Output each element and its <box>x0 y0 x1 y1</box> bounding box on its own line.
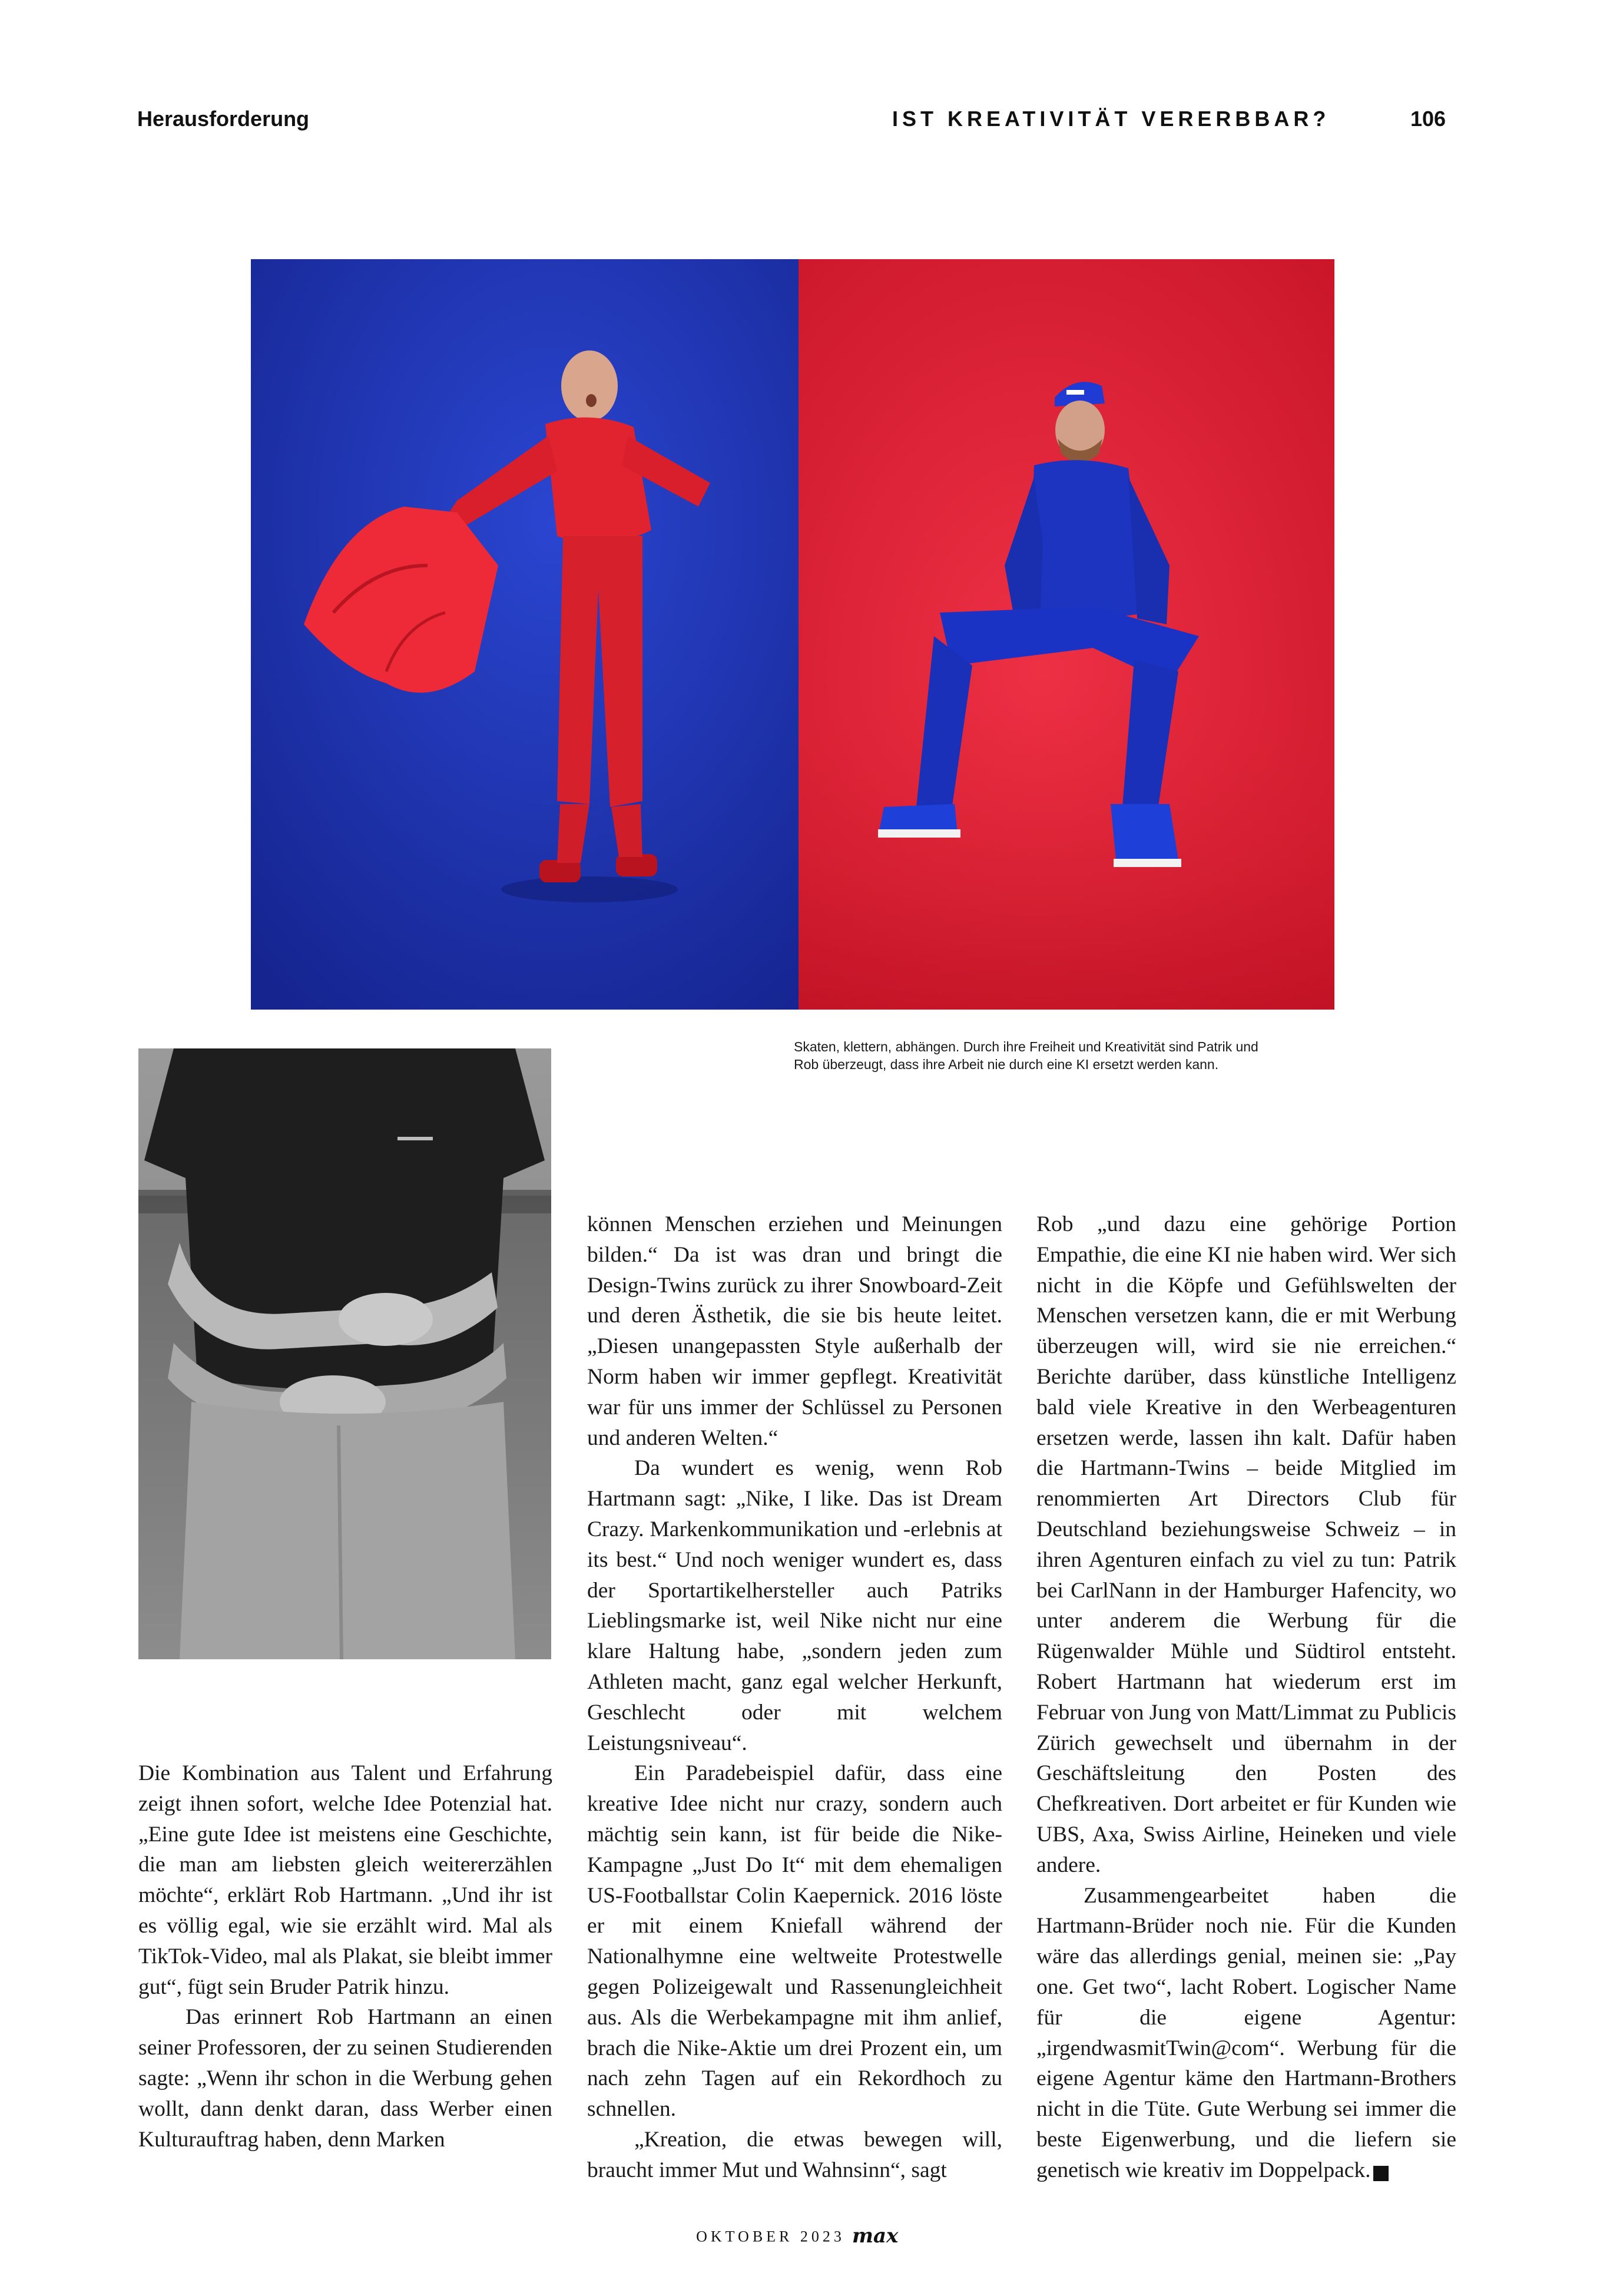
bw-photo-illustration <box>138 1048 551 1659</box>
page-footer <box>0 2224 1600 2250</box>
section-label: Herausforderung <box>137 107 310 131</box>
article-column-3 <box>1036 1209 1456 2186</box>
hero-photo <box>251 259 1334 1010</box>
max-logo-icon <box>851 2224 904 2247</box>
paragraph: Das erinnert Rob Hartmann an einen seiner Professoren, der zu seinen Studierenden sagte: „Wenn ihr schon in die Werbung gehen wollt, dann denkt daran, dass Werber einen Kulturauftrag haben, denn Marken <box>138 2005 552 2152</box>
max-logo <box>851 2224 904 2250</box>
svg-text:max: max <box>852 2224 899 2247</box>
article-column-2 <box>587 1209 1002 2186</box>
end-mark-icon: M <box>1373 2166 1389 2181</box>
article-column-1 <box>138 1758 552 2155</box>
paragraph-text: Zusammengearbeitet haben die Hartmann-Brüder noch nie. Für die Kunden wäre das allerdings genial, meinen sie: „Pay one. Get two“, lacht Robert. Logischer Name für die eigene Agentur: „irgendwasmitTwin@com“. Werbung für die eigene Agentur käme den Hartmann-Brothers nicht in die Tüte. Gute Werbung sei immer die beste Eigenwerbung, und die liefern sie genetisch wie kreativ im Doppelpack. <box>1036 1883 1456 2182</box>
bw-photo <box>138 1048 551 1659</box>
page-number: 106 <box>1410 107 1446 131</box>
paragraph: Die Kombination aus Talent und Erfahrung zeigt ihnen sofort, welche Idee Potenzial hat. „Eine gute Idee ist meistens eine Geschichte, die man am liebsten gleich weitererzählen möchte“, erklärt Rob Hartmann. „Und ihr ist es völlig egal, wie sie erzählt wird. Mal als TikTok-Video, mal als Plakat, sie bleibt immer gut“, fügt sein Bruder Patrik hinzu. <box>138 1761 552 1999</box>
paragraph: Da wundert es wenig, wenn Rob Hartmann sagt: „Nike, I like. Das ist Dream Crazy. Markenkommunikation und -erlebnis at its best.“ Und noch weniger wundert es, dass der Sportartikelhersteller auch Patriks Lieblingsmarke ist, weil Nike nicht nur eine klare Haltung habe, „sondern jeden zum Athleten macht, ganz egal welcher Herkunft, Geschlecht oder mit welchem Leistungsniveau“. <box>587 1456 1002 1755</box>
photo-caption: Skaten, klettern, abhängen. Durch ihre Freiheit und Kreativität sind Patrik und Rob überzeugt, dass ihre Arbeit nie durch eine KI ersetzt werden kann. <box>794 1039 1258 1072</box>
paragraph <box>1036 1881 1456 2186</box>
hero-photo-illustration <box>251 259 1334 1010</box>
article-title: IST KREATIVITÄT VERERBBAR? <box>892 107 1330 131</box>
paragraph: Rob „und dazu eine gehörige Portion Empathie, die eine KI nie haben wird. Wer sich nicht in die Köpfe und Gefühlswelten der Menschen versetzen kann, die er mit Werbung überzeugen will, wird sie nie erreichen.“ Berichte darüber, dass künstliche Intelligenz bald viele Kreative in den Werbeagenturen ersetzen werde, lassen ihn kalt. Dafür haben die Hartmann-Twins – beide Mitglied im renommierten Art Directors Club für Deutschland beziehungsweise Schweiz – in ihren Agenturen einfach zu viel zu tun: Patrik bei CarlNann in der Hamburger Hafencity, wo unter anderem die Werbung für die Rügenwalder Mühle und Südtirol entsteht. Robert Hartmann hat wiederum erst im Februar von Jung von Matt/Limmat zu Publicis Zürich gewechselt und übernahm in der Geschäftsleitung den Posten des Chefkreativen. Dort arbeitet er für Kunden wie UBS, Axa, Swiss Airline, Heineken und viele andere. <box>1036 1212 1456 1877</box>
issue-date: OKTOBER 2023 <box>696 2228 845 2245</box>
paragraph: können Menschen erziehen und Meinungen bilden.“ Da ist was dran und bringt die Design-Twins zurück zu ihrer Snowboard-Zeit und deren Ästhetik, die sie bis heute leitet. „Diesen unangepassten Style außerhalb der Norm haben wir immer gepflegt. Kreativität war für uns immer der Schlüssel zu Personen und anderen Welten.“ <box>587 1212 1002 1450</box>
paragraph: Ein Paradebeispiel dafür, dass eine kreative Idee nicht nur crazy, sondern auch mächtig sein kann, ist für beide die Nike-Kampagne „Just Do It“ mit dem ehemaligen US-Footballstar Colin Kaepernick. 2016 löste er mit einem Kniefall während der Nationalhymne eine weltweite Protestwelle gegen Polizeigewalt und Rassenungleichheit aus. Als die Werbekampagne mit ihm anlief, brach die Nike-Aktie um drei Prozent ein, um nach zehn Tagen auf ein Rekordhoch zu schnellen. <box>587 1761 1002 2122</box>
paragraph: „Kreation, die etwas bewegen will, braucht immer Mut und Wahnsinn“, sagt <box>587 2127 1002 2182</box>
